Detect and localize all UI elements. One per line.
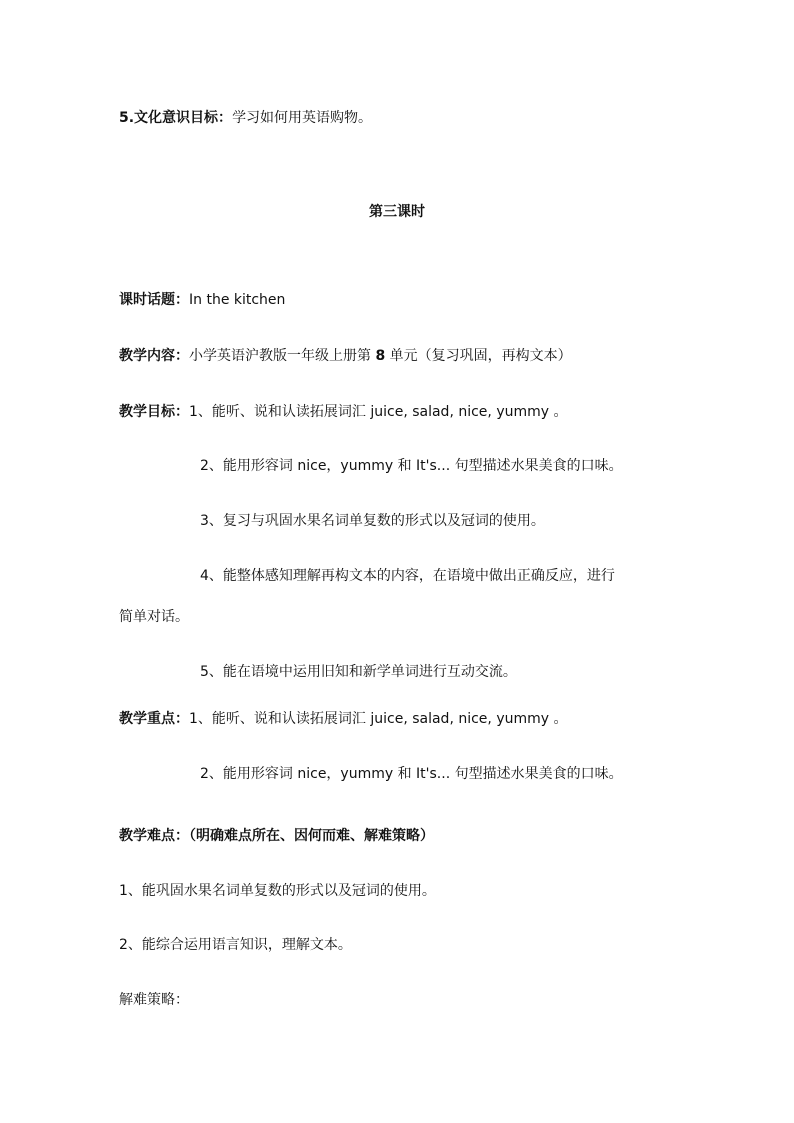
difficulties-label: 教学难点：（明确难点所在、因何而难、解难策略） — [119, 828, 434, 844]
objective-item-continuation: 简单对话。 — [119, 609, 189, 625]
difficulty-item: 2、能综合运用语言知识，理解文本。 — [119, 937, 352, 953]
content-unit-number: 8 — [375, 348, 386, 364]
objectives-line-1 — [119, 402, 568, 422]
objective-item: 3、复习与巩固水果名词单复数的形式以及冠词的使用。 — [200, 513, 545, 529]
objectives-label: 教学目标： — [119, 404, 189, 420]
strategy-label: 解难策略： — [119, 992, 189, 1008]
content-text-before: 小学英语沪教版一年级上册第 — [189, 348, 376, 364]
key-points-line-1 — [119, 709, 568, 729]
key-point-item: 2、能用形容词 nice，yummy 和 It's... 句型描述水果美食的口味。 — [200, 766, 623, 782]
objective-item: 5、能在语境中运用旧知和新学单词进行互动交流。 — [200, 664, 517, 680]
topic-label: 课时话题： — [119, 292, 189, 308]
cultural-awareness-text: 学习如何用英语购物。 — [232, 110, 373, 126]
content-text-after: 单元（复习巩固，再构文本） — [385, 348, 572, 364]
cultural-awareness-label: 5.文化意识目标： — [119, 110, 233, 126]
topic-text: In the kitchen — [189, 292, 286, 308]
objective-item: 2、能用形容词 nice，yummy 和 It's... 句型描述水果美食的口味。 — [200, 458, 623, 474]
key-points-label: 教学重点： — [119, 711, 189, 727]
content-label: 教学内容： — [119, 348, 189, 364]
content-line — [119, 346, 572, 366]
topic-line — [119, 290, 285, 310]
objective-item: 1、能听、说和认读拓展词汇 juice, salad, nice, yummy 。 — [189, 404, 568, 420]
key-point-item: 1、能听、说和认读拓展词汇 juice, salad, nice, yummy 。 — [189, 711, 568, 727]
difficulty-item: 1、能巩固水果名词单复数的形式以及冠词的使用。 — [119, 883, 436, 899]
objective-item: 4、能整体感知理解再构文本的内容，在语境中做出正确反应，进行 — [200, 568, 615, 584]
cultural-awareness-line — [119, 108, 372, 128]
lesson-title: 第三课时 — [369, 204, 425, 220]
